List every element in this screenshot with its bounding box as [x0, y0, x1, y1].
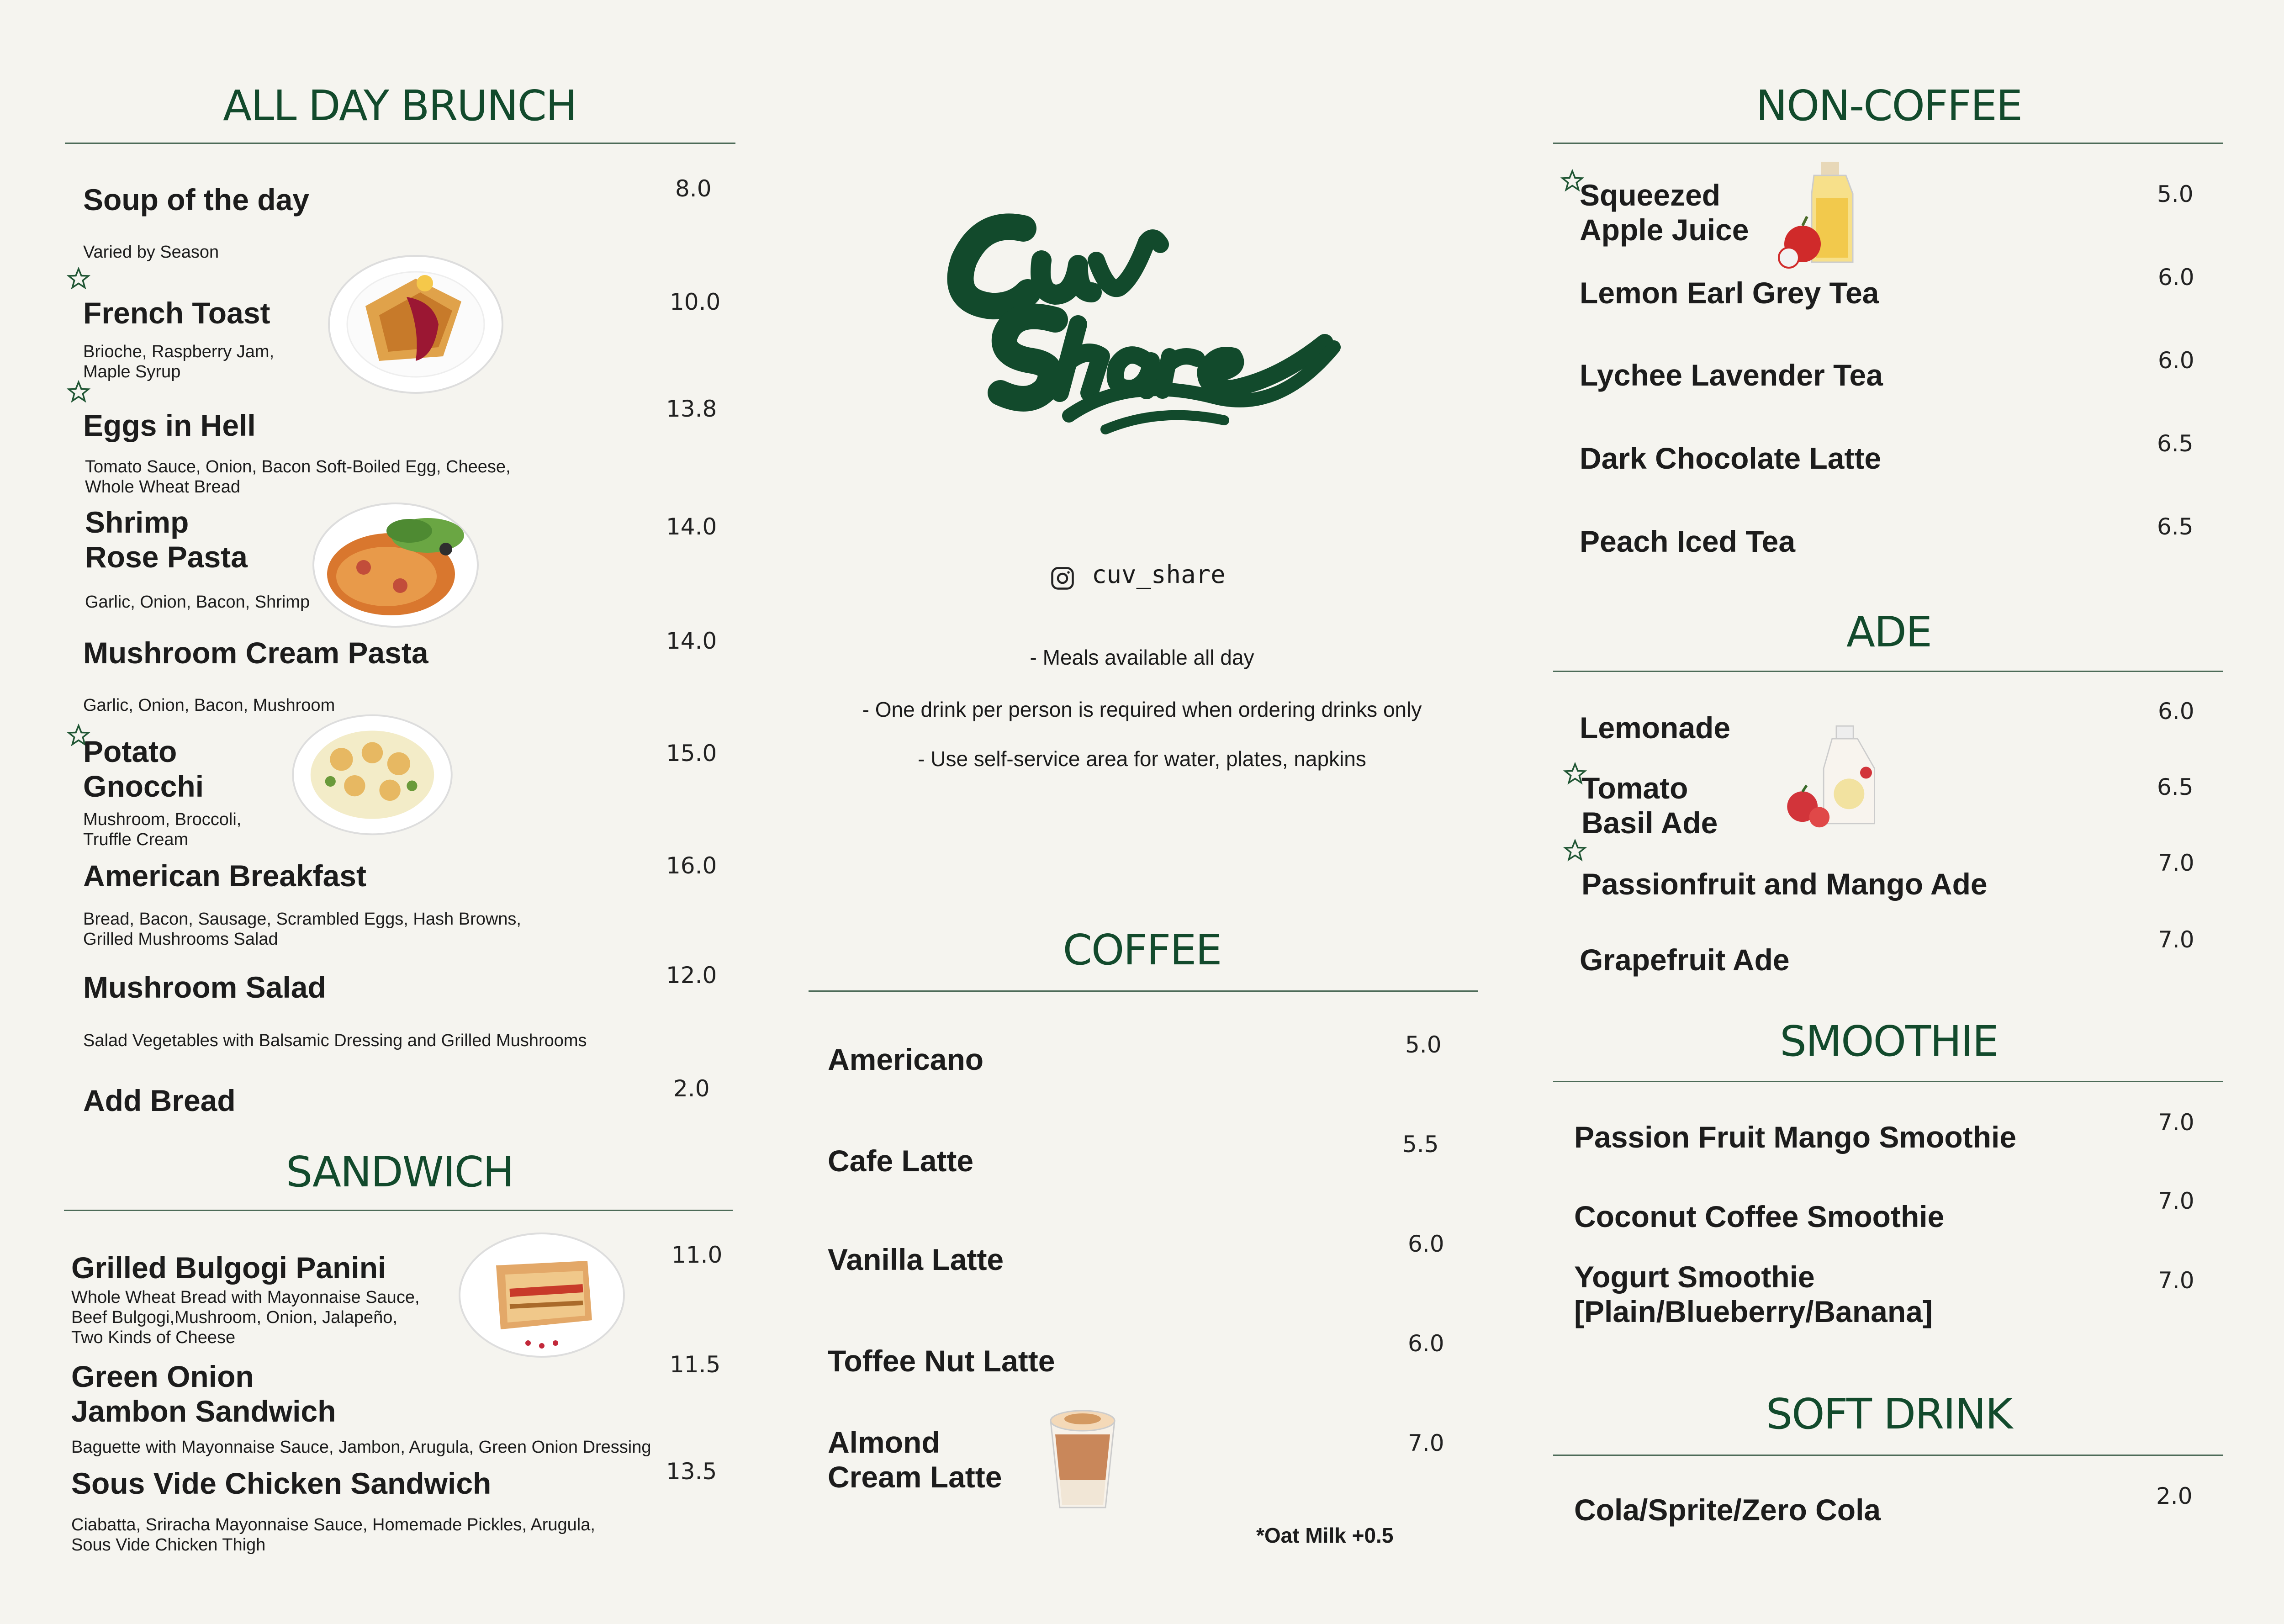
item-price: 7.0 [2158, 1267, 2194, 1294]
section-title-non-coffee: NON-COFFEE [1756, 81, 2022, 130]
section-title-brunch: ALL DAY BRUNCH [223, 81, 576, 130]
item-name: Lemon Earl Grey Tea [1580, 276, 1879, 310]
item-name: Green Onion [71, 1360, 254, 1393]
note-line: - One drink per person is required when ordering drinks only [862, 698, 1422, 721]
tomato-basil-ade-image [1772, 722, 1900, 841]
item-name: Passionfruit and Mango Ade [1581, 867, 1988, 901]
item-price: 6.0 [2158, 347, 2194, 374]
note-line: - Use self-service area for water, plates, napkins [918, 747, 1366, 771]
item-name: Apple Juice [1580, 213, 1749, 247]
item-name: Basil Ade [1581, 806, 1718, 840]
item-price: 6.0 [2158, 698, 2194, 725]
star-icon [1563, 839, 1587, 862]
item-desc: Sous Vide Chicken Thigh [71, 1535, 266, 1555]
item-price: 7.0 [2158, 1109, 2194, 1136]
french-toast-image [320, 247, 512, 397]
item-price: 2.0 [673, 1075, 710, 1102]
left-column [0, 0, 749, 1624]
item-name: Jambon Sandwich [71, 1394, 336, 1428]
divider [1553, 143, 2223, 144]
item-name: Passion Fruit Mango Smoothie [1574, 1120, 2017, 1154]
divider [64, 1210, 733, 1211]
item-price: 15.0 [666, 740, 717, 767]
shrimp-pasta-image [309, 499, 482, 631]
item-desc: Tomato Sauce, Onion, Bacon Soft-Boiled Egg, Cheese, [85, 457, 511, 476]
item-name: Eggs in Hell [83, 408, 256, 442]
item-price: 5.0 [2157, 181, 2194, 207]
section-title-ade: ADE [1846, 608, 1931, 656]
middle-column [795, 0, 1489, 1624]
item-price: 7.0 [1408, 1430, 1444, 1456]
section-title-coffee: COFFEE [1063, 926, 1221, 974]
item-name: Squeezed [1580, 178, 1721, 212]
star-icon [67, 267, 90, 291]
divider [1553, 1081, 2223, 1082]
item-desc: Garlic, Onion, Bacon, Mushroom [83, 696, 335, 715]
item-name: Soup of the day [83, 183, 309, 217]
item-name: Potato [83, 735, 177, 768]
almond-latte-image [1042, 1402, 1124, 1512]
item-price: 6.5 [2157, 430, 2194, 457]
item-name: Coconut Coffee Smoothie [1574, 1200, 1945, 1233]
item-name: Shrimp [85, 505, 189, 539]
item-desc: Varied by Season [83, 243, 219, 262]
item-price: 6.5 [2157, 774, 2194, 800]
item-price: 7.0 [2158, 1188, 2194, 1214]
item-desc: Grilled Mushrooms Salad [83, 930, 278, 949]
item-price: 8.0 [675, 175, 712, 202]
item-name: Sous Vide Chicken Sandwich [71, 1466, 492, 1500]
item-name: French Toast [83, 296, 270, 330]
instagram-handle: cuv_share [1092, 560, 1226, 589]
item-name: Peach Iced Tea [1580, 524, 1796, 558]
item-desc: Whole Wheat Bread with Mayonnaise Sauce, [71, 1288, 420, 1307]
item-price: 11.5 [670, 1351, 721, 1378]
item-name: Mushroom Salad [83, 970, 326, 1004]
item-desc: Garlic, Onion, Bacon, Shrimp [85, 592, 310, 612]
instagram-icon [1049, 565, 1076, 592]
divider [1553, 1455, 2223, 1456]
item-price: 16.0 [666, 852, 717, 879]
item-price: 7.0 [2158, 850, 2194, 876]
item-price: 14.0 [666, 513, 717, 540]
item-price: 6.0 [2158, 264, 2194, 291]
item-price: 11.0 [671, 1242, 723, 1268]
item-price: 6.0 [1408, 1330, 1444, 1357]
item-name: Lychee Lavender Tea [1580, 358, 1883, 392]
item-price: 13.5 [666, 1458, 717, 1485]
apple-juice-image [1771, 153, 1889, 271]
item-price: 7.0 [2158, 926, 2194, 953]
item-name: Yogurt Smoothie [1574, 1260, 1815, 1294]
item-price: 6.5 [2157, 513, 2194, 540]
item-desc: Beef Bulgogi,Mushroom, Onion, Jalapeño, [71, 1308, 397, 1327]
item-name: Grilled Bulgogi Panini [71, 1251, 386, 1285]
item-desc: Baguette with Mayonnaise Sauce, Jambon, Arugula, Green Onion Dressing [71, 1438, 651, 1457]
item-price: 13.8 [666, 396, 717, 422]
section-title-sandwich: SANDWICH [286, 1148, 514, 1196]
section-title-smoothie: SMOOTHIE [1780, 1017, 1998, 1066]
oat-milk-note: *Oat Milk +0.5 [1256, 1523, 1394, 1547]
item-desc: Two Kinds of Cheese [71, 1328, 236, 1347]
item-name: [Plain/Blueberry/Banana] [1574, 1295, 1933, 1328]
section-title-soft-drink: SOFT DRINK [1766, 1390, 2012, 1439]
item-price: 6.0 [1408, 1231, 1444, 1257]
item-price: 5.0 [1405, 1032, 1442, 1058]
note-line: - Meals available all day [1030, 645, 1254, 669]
item-price: 5.5 [1402, 1131, 1439, 1158]
item-price: 2.0 [2156, 1483, 2193, 1509]
divider [809, 990, 1478, 992]
item-name: Gnocchi [83, 769, 204, 803]
item-name: Americano [828, 1042, 984, 1076]
item-name: Cola/Sprite/Zero Cola [1574, 1493, 1881, 1527]
divider [65, 143, 735, 144]
item-name: Lemonade [1580, 711, 1731, 745]
item-price: 14.0 [666, 628, 717, 654]
item-desc: Salad Vegetables with Balsamic Dressing and Grilled Mushrooms [83, 1031, 587, 1050]
right-column [1535, 0, 2284, 1624]
panini-image [455, 1229, 629, 1361]
divider [1553, 671, 2223, 672]
item-desc: Brioche, Raspberry Jam, [83, 342, 275, 361]
item-name: Tomato [1581, 771, 1688, 805]
item-name: Mushroom Cream Pasta [83, 636, 428, 670]
star-icon [67, 380, 90, 404]
item-name: Add Bread [83, 1084, 236, 1117]
item-price: 12.0 [666, 962, 717, 989]
item-name: Grapefruit Ade [1580, 943, 1790, 977]
item-name: Rose Pasta [85, 540, 248, 574]
item-price: 10.0 [670, 289, 721, 315]
item-name: Almond [828, 1425, 940, 1459]
item-desc: Whole Wheat Bread [85, 477, 241, 497]
item-desc: Ciabatta, Sriracha Mayonnaise Sauce, Homemade Pickles, Arugula, [71, 1515, 595, 1534]
item-desc: Bread, Bacon, Sausage, Scrambled Eggs, Hash Browns, [83, 910, 521, 929]
item-desc: Maple Syrup [83, 362, 181, 381]
item-name: Dark Chocolate Latte [1580, 441, 1882, 475]
item-name: Vanilla Latte [828, 1243, 1004, 1276]
item-name: Cream Latte [828, 1460, 1002, 1494]
item-desc: Mushroom, Broccoli, [83, 810, 242, 829]
item-name: Toffee Nut Latte [828, 1344, 1055, 1378]
item-desc: Truffle Cream [83, 830, 189, 849]
item-name: American Breakfast [83, 859, 366, 893]
item-name: Cafe Latte [828, 1144, 974, 1178]
gnocchi-image [288, 711, 457, 839]
cuv-share-logo [932, 210, 1343, 448]
